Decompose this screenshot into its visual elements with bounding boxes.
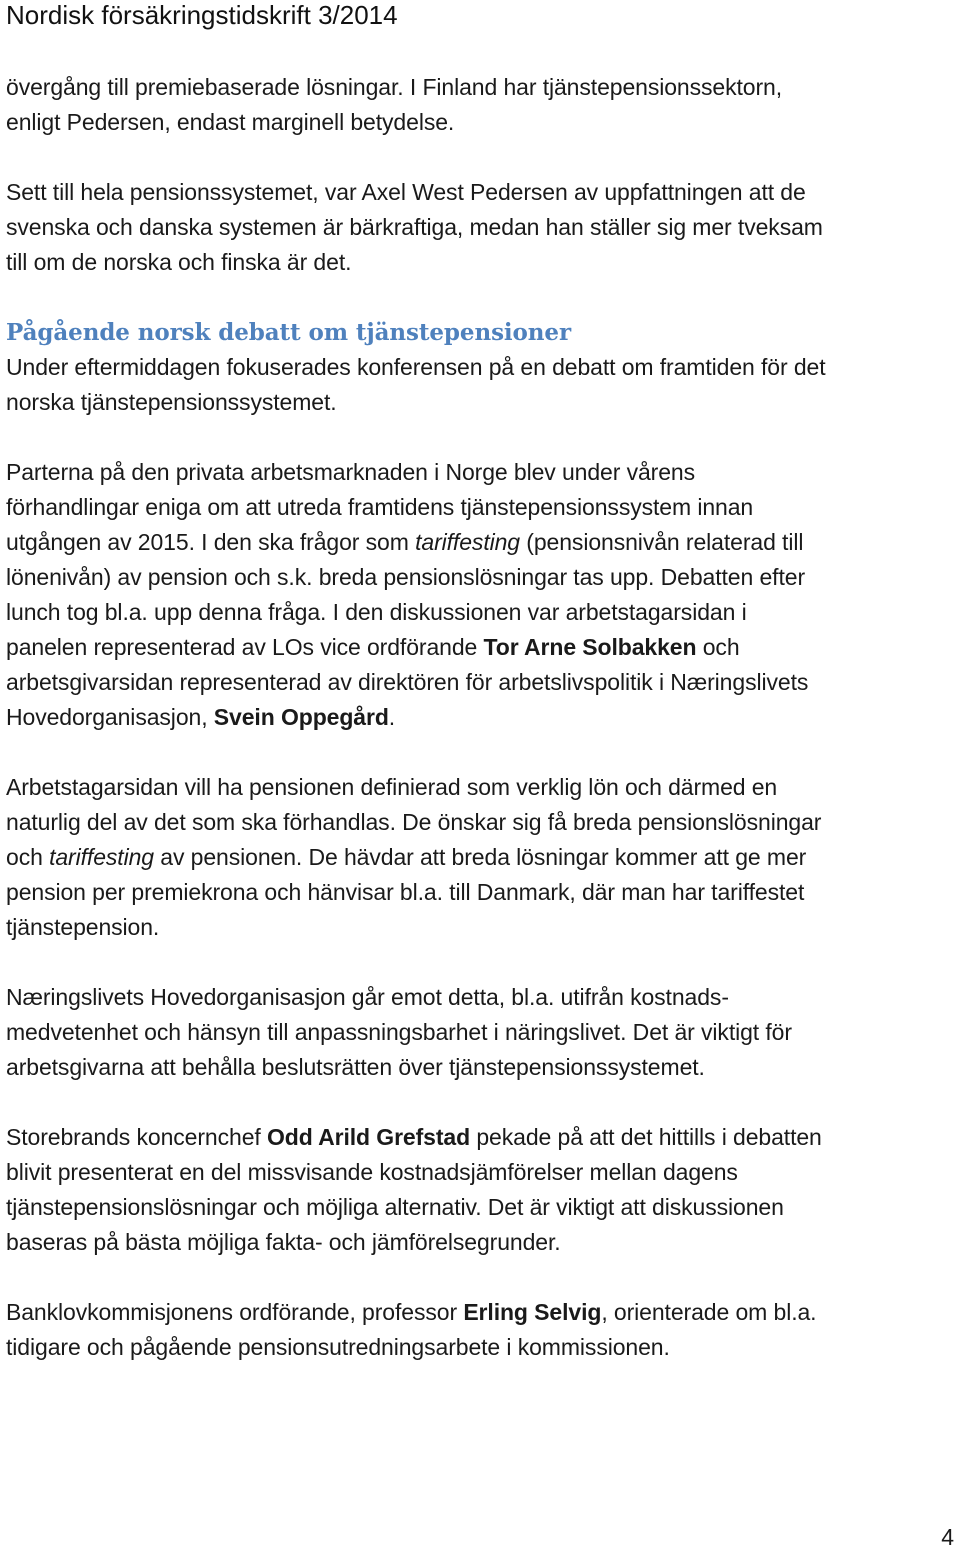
section-heading: Pågående norsk debatt om tjänstepensioner xyxy=(6,319,571,346)
person-name: Svein Oppegård xyxy=(213,704,389,730)
paragraph-3 xyxy=(6,350,960,420)
text-line: norska tjänstepensionssystemet. xyxy=(6,389,337,415)
text-line: till om de norska och finska är det. xyxy=(6,249,352,275)
text-segment: pekade på att det hittills i debatten xyxy=(470,1124,822,1150)
text-segment: , orienterade om bl.a. xyxy=(601,1299,817,1325)
text-line: pension per premiekrona och hänvisar bl.a. till Danmark, där man har tariffestet xyxy=(6,879,805,905)
text-line xyxy=(6,1295,960,1330)
text-segment: Hovedorganisasjon, xyxy=(6,704,214,730)
text-line: naturlig del av det som ska förhandlas. De önskar sig få breda pensionslösningar xyxy=(6,809,822,835)
text-line xyxy=(6,525,960,560)
text-line: tjänstepensionslösningar och möjliga alternativ. Det är viktigt att diskussionen xyxy=(6,1194,784,1220)
text-line: svenska och danska systemen är bärkraftiga, medan han ställer sig mer tveksam xyxy=(6,214,823,240)
text-line: medvetenhet och hänsyn till anpassningsbarhet i näringslivet. Det är viktigt för xyxy=(6,1019,792,1045)
person-name: Odd Arild Grefstad xyxy=(266,1124,471,1150)
paragraph-5 xyxy=(6,770,960,945)
text-line: lunch tog bl.a. upp denna fråga. I den diskussionen var arbetstagarsidan i xyxy=(6,599,747,625)
text-segment: Banklovkommisjonens ordförande, professor xyxy=(6,1299,464,1325)
text-line: Næringslivets Hovedorganisasjon går emot detta, bl.a. utifrån kostnads- xyxy=(6,984,729,1010)
paragraph-8 xyxy=(6,1295,960,1365)
text-line: arbetsgivarsidan representerad av direktören för arbetslivspolitik i Næringslivets xyxy=(6,669,809,695)
text-line: Arbetstagarsidan vill ha pensionen definierad som verklig lön och därmed en xyxy=(6,774,778,800)
paragraph-6 xyxy=(6,980,960,1085)
page-number: 4 xyxy=(941,1524,954,1550)
italic-term: tariffesting xyxy=(49,844,154,870)
person-name: Erling Selvig xyxy=(463,1299,602,1325)
text-line: blivit presenterat en del missvisande kostnadsjämförelser mellan dagens xyxy=(6,1159,738,1185)
text-line: förhandlingar eniga om att utreda framtidens tjänstepensionssystem innan xyxy=(6,494,754,520)
text-line: övergång till premiebaserade lösningar. I Finland har tjänstepensionssektorn, xyxy=(6,74,783,100)
text-segment: Storebrands koncernchef xyxy=(6,1124,267,1150)
text-line xyxy=(6,840,960,875)
text-line: Sett till hela pensionssystemet, var Axel West Pedersen av uppfattningen att de xyxy=(6,179,806,205)
text-segment: . xyxy=(388,704,396,730)
text-line: tjänstepension. xyxy=(6,914,160,940)
text-line xyxy=(6,630,960,665)
text-segment: utgången av 2015. I den ska frågor som xyxy=(6,529,416,555)
text-line: enligt Pedersen, endast marginell betydelse. xyxy=(6,109,455,135)
text-line xyxy=(6,1120,960,1155)
text-line: baseras på bästa möjliga fakta- och jämförelsegrunder. xyxy=(6,1229,561,1255)
paragraph-7 xyxy=(6,1120,960,1260)
paragraph-2 xyxy=(6,175,960,280)
text-segment: och xyxy=(696,634,740,660)
text-line: arbetsgivarna att behålla beslutsrätten över tjänstepensionssystemet. xyxy=(6,1054,705,1080)
text-segment: av pensionen. De hävdar att breda lösningar kommer att ge mer xyxy=(153,844,807,870)
text-segment: panelen representerad av LOs vice ordförande xyxy=(6,634,484,660)
text-line: Under eftermiddagen fokuserades konferensen på en debatt om framtiden för det xyxy=(6,354,826,380)
article-body xyxy=(6,70,960,1365)
italic-term: tariffesting xyxy=(415,529,520,555)
page-header-title: Nordisk försäkringstidskrift 3/2014 xyxy=(6,0,398,30)
text-line: tidigare och pågående pensionsutredningsarbete i kommissionen. xyxy=(6,1334,670,1360)
text-segment: (pensionsnivån relaterad till xyxy=(520,529,804,555)
text-line: lönenivån) av pension och s.k. breda pensionslösningar tas upp. Debatten efter xyxy=(6,564,805,590)
person-name: Tor Arne Solbakken xyxy=(483,634,697,660)
text-segment: och xyxy=(6,844,50,870)
paragraph-1 xyxy=(6,70,960,140)
paragraph-4 xyxy=(6,455,960,735)
text-line: Parterna på den privata arbetsmarknaden i Norge blev under vårens xyxy=(6,459,696,485)
text-line xyxy=(6,700,960,735)
